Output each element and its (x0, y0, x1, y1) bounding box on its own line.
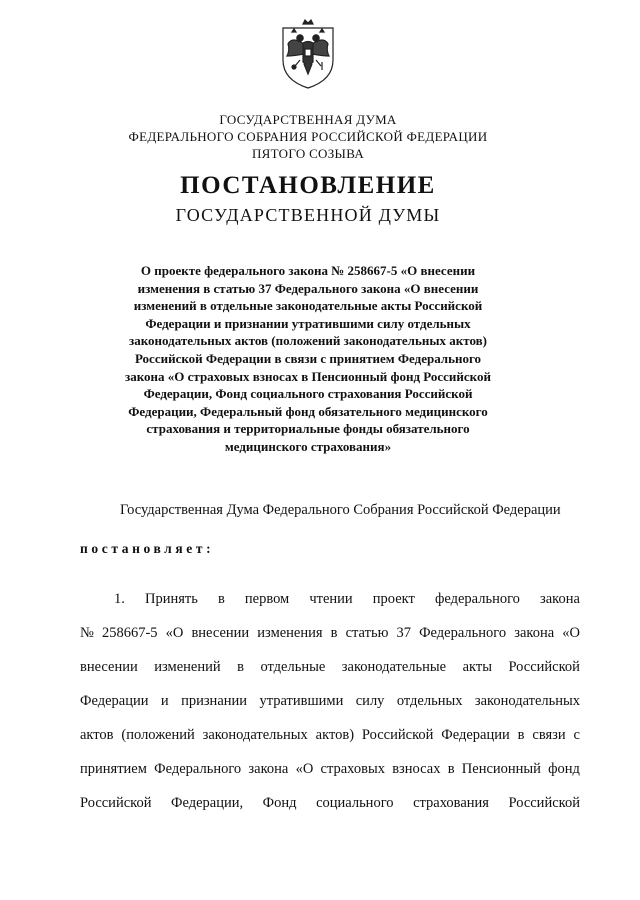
paragraph-word: с (573, 727, 580, 743)
paragraph-word: законодательных (474, 693, 580, 709)
paragraph-word: чтении (309, 591, 353, 607)
subject-line: страхования и территориальные фонды обязательного (146, 421, 470, 437)
paragraph-word: Фонд (262, 795, 297, 811)
paragraph-word: первом (244, 591, 290, 607)
subject-line: законодательных актов (положений законодательных актов) (129, 333, 487, 349)
paragraph-word: изменений (154, 659, 221, 675)
paragraph-word: отдельные (260, 659, 326, 675)
subject-line: Российской Федерации в связи с принятием Федерального (134, 350, 482, 366)
paragraph-word: проект (372, 591, 415, 607)
paragraph-word: Российской (508, 659, 580, 675)
paragraph-word: в (330, 625, 338, 641)
paragraph-word: № (80, 625, 94, 641)
paragraph-word: закона (540, 591, 580, 607)
paragraph-word: Федерации (441, 727, 510, 743)
paragraph-word: утратившими (259, 693, 344, 709)
paragraph-word: Российской (361, 727, 434, 743)
paragraph-word: актов (80, 727, 114, 743)
header-convocation: ПЯТОГО СОЗЫВА (251, 146, 365, 161)
subject-line: Федерации, Федеральный фонд обязательного медицинского (128, 403, 488, 419)
paragraph-word: статью (345, 625, 389, 641)
paragraph-line (80, 693, 580, 710)
subject-line: О проекте федерального закона № 258667-5 «О внесении (140, 263, 476, 278)
paragraph-word: «О (562, 625, 580, 641)
paragraph-line (80, 625, 580, 642)
document-subtitle: ГОСУДАРСТВЕННОЙ ДУМЫ (175, 205, 441, 225)
paragraph-word: федерального (434, 591, 520, 607)
paragraph-word: и (160, 693, 169, 709)
paragraph-word: страховых (320, 761, 385, 777)
paragraph-word: актов) (315, 727, 355, 743)
paragraph-word: Федерации (80, 693, 149, 709)
paragraph-word: взносах (392, 761, 441, 777)
paragraph-word: Принять (144, 591, 198, 607)
paragraph-word: закона (514, 625, 555, 641)
paragraph-word: «О (165, 625, 184, 641)
paragraph-word: принятием (80, 761, 147, 777)
subject-line: закона «О страховых взносах в Пенсионный фонд Российской (124, 368, 491, 384)
document-title: ПОСТАНОВЛЕНИЕ (180, 172, 436, 199)
paragraph-word: изменения (257, 625, 323, 641)
paragraph-word: связи (532, 727, 566, 743)
paragraph-word: акты (462, 659, 492, 675)
resolution-subject (100, 262, 516, 456)
subject-line: Федерации, Фонд социального страхования Российской (143, 386, 473, 402)
header-federal-assembly: ФЕДЕРАЛЬНОГО СОБРАНИЯ РОССИЙСКОЙ ФЕДЕРАЦИИ (128, 129, 488, 144)
paragraph-word: (положений (121, 727, 195, 743)
subject-line: медицинского страхования» (224, 438, 392, 454)
subject-line: Федерации и признании утратившими силу отдельных (145, 315, 471, 331)
paragraph-line (80, 795, 580, 812)
paragraph-word: Российской (508, 795, 580, 811)
paragraph-word: Пенсионный (461, 761, 541, 777)
paragraph-word: в (237, 659, 244, 675)
paragraph-line (80, 659, 580, 676)
paragraph-word: Федерации, (171, 795, 244, 811)
coat-of-arms-emblem (278, 18, 338, 90)
paragraph-word: страхования (413, 795, 489, 811)
paragraph-word: 37 (396, 625, 411, 641)
paragraph-line (114, 591, 580, 608)
paragraph-word: «О (295, 761, 314, 777)
paragraph-word: внесении (191, 625, 250, 641)
header-duma: ГОСУДАРСТВЕННАЯ ДУМА (219, 112, 397, 127)
paragraph-word: законодательные (341, 659, 447, 675)
paragraph-word: в (217, 591, 225, 607)
paragraph-line (80, 761, 580, 778)
paragraph-word: фонд (548, 761, 580, 777)
paragraph-word: Федерального (154, 761, 242, 777)
subject-line: изменения в статью 37 Федерального закона «О внесении (137, 280, 479, 296)
subject-line: изменений в отдельные законодательные акты Российской (133, 298, 483, 314)
paragraph-line (80, 727, 580, 744)
resolves-text: постановляет: (80, 541, 215, 556)
paragraph-word: 1. (114, 591, 125, 607)
paragraph-word: социального (316, 795, 394, 811)
intro-text: Государственная Дума Федерального Собрания Российской Федерации (120, 502, 561, 518)
paragraph-word: силу (355, 693, 385, 709)
paragraph-word: признании (181, 693, 248, 709)
paragraph-word: в (447, 761, 455, 777)
paragraph-word: законодательных (202, 727, 308, 743)
paragraph-word: Российской (80, 795, 152, 811)
paragraph-word: внесении (80, 659, 138, 675)
paragraph-word: Федерального (419, 625, 507, 641)
paragraph-word: 258667-5 (101, 625, 158, 641)
paragraph-word: отдельных (396, 693, 463, 709)
paragraph-word: в (517, 727, 525, 743)
paragraph-word: закона (248, 761, 289, 777)
